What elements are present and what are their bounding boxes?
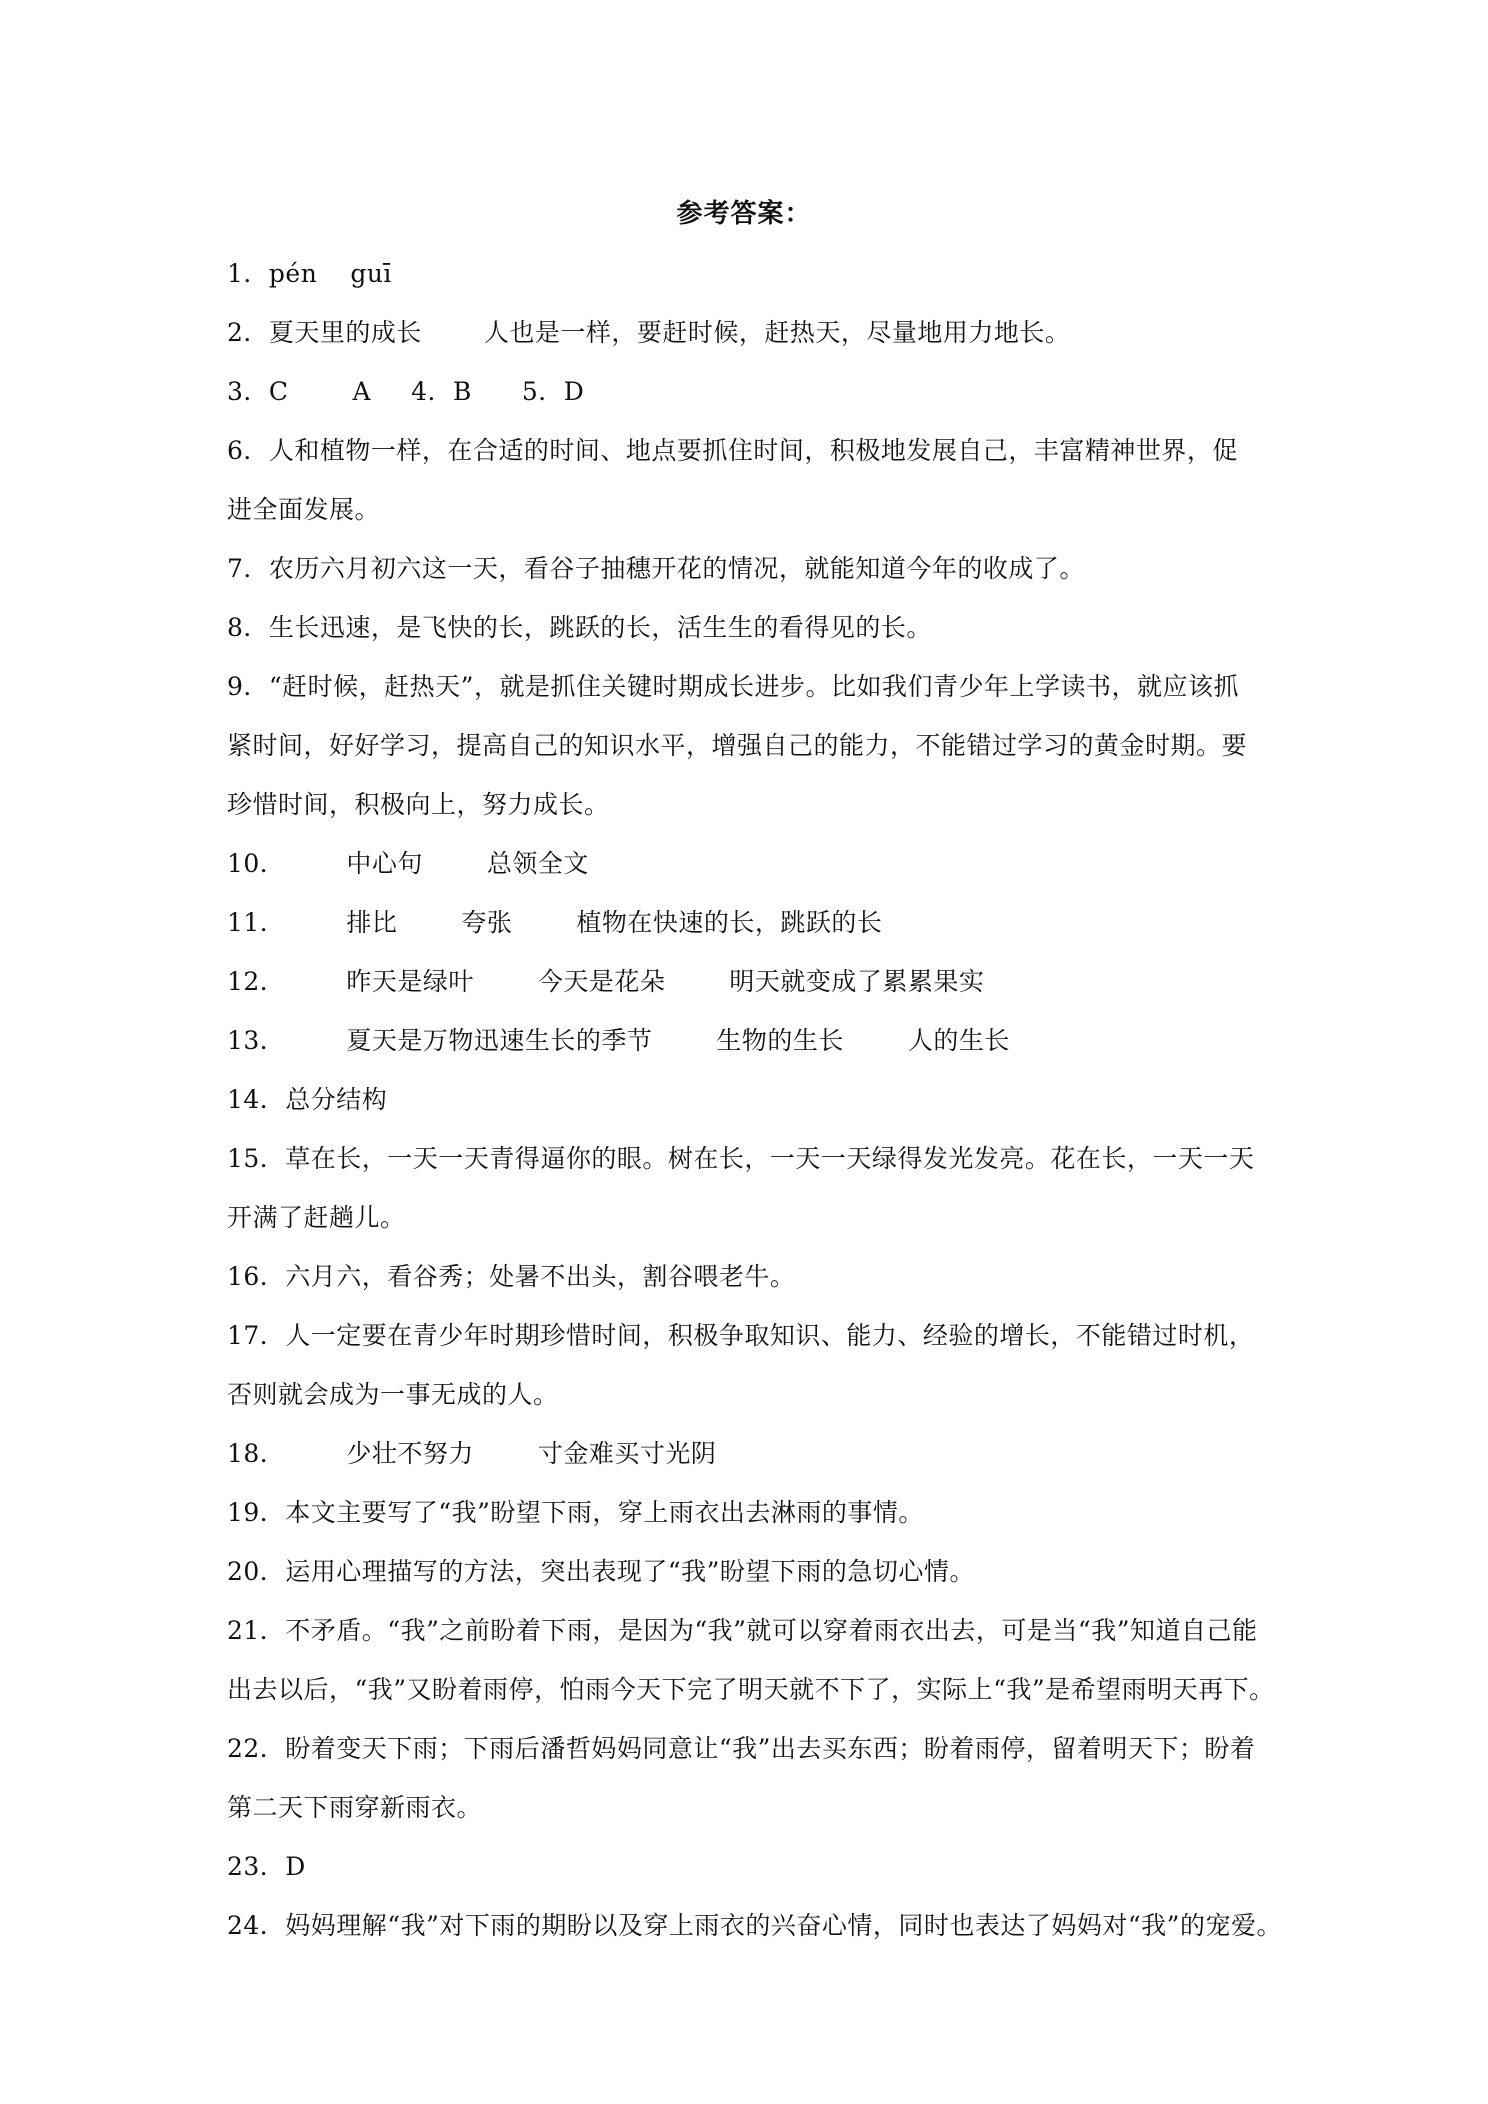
answer-9-line-2: 紧时间，好好学习，提高自己的知识水平，增强自己的能力，不能错过学习的黄金时期。要	[227, 731, 1248, 760]
answer-9-line-1: 9．“赶时候，赶热天”，就是抓住关键时期成长进步。比如我们青少年上学读书，就应该抓	[227, 672, 1239, 701]
answer-14: 14．总分结构	[227, 1085, 388, 1114]
answer-10: 10． 中心句 总领全文	[227, 849, 589, 878]
answer-21-line-1: 21．不矛盾。“我”之前盼着下雨，是因为“我”就可以穿着雨衣出去，可是当“我”知道自己能	[227, 1616, 1258, 1645]
answer-22-line-1: 22．盼着变天下雨；下雨后潘哲妈妈同意让“我”出去买东西；盼着雨停，留着明天下；盼着	[227, 1734, 1256, 1763]
answer-9-line-3: 珍惜时间，积极向上，努力成长。	[227, 790, 610, 819]
answer-11: 11． 排比 夸张 植物在快速的长，跳跃的长	[227, 908, 883, 937]
answer-3: 3．C A 4．B 5．D	[227, 377, 585, 406]
page-title: 参考答案：	[676, 199, 812, 229]
answer-13: 13． 夏天是万物迅速生长的季节 生物的生长 人的生长	[227, 1026, 1010, 1055]
answer-20: 20．运用心理描写的方法，突出表现了“我”盼望下雨的急切心情。	[227, 1557, 975, 1586]
answer-15-line-2: 开满了赶趟儿。	[227, 1203, 406, 1232]
answer-18: 18． 少壮不努力 寸金难买寸光阴	[227, 1439, 717, 1468]
answer-22-line-2: 第二天下雨穿新雨衣。	[227, 1793, 483, 1822]
answer-19: 19．本文主要写了“我”盼望下雨，穿上雨衣出去淋雨的事情。	[227, 1498, 924, 1527]
answer-24: 24．妈妈理解“我”对下雨的期盼以及穿上雨衣的兴奋心情，同时也表达了妈妈对“我”的宠爱。	[227, 1911, 1282, 1940]
answer-6-line-2: 进全面发展。	[227, 495, 381, 524]
answer-12: 12． 昨天是绿叶 今天是花朵 明天就变成了累累果实	[227, 967, 985, 996]
answer-2: 2．夏天里的成长 人也是一样，要赶时候，赶热天，尽量地用力地长。	[227, 318, 1071, 347]
answer-6-line-1: 6．人和植物一样，在合适的时间、地点要抓住时间，积极地发展自己，丰富精神世界，促	[227, 436, 1238, 465]
answer-21-line-2: 出去以后，“我”又盼着雨停，怕雨今天下完了明天就不下了，实际上“我”是希望雨明天再下。	[227, 1675, 1275, 1704]
answer-17-line-1: 17．人一定要在青少年时期珍惜时间，积极争取知识、能力、经验的增长，不能错过时机，	[227, 1321, 1255, 1350]
answer-16: 16．六月六，看谷秀；处暑不出头，割谷喂老牛。	[227, 1262, 796, 1291]
answer-23: 23．D	[227, 1852, 306, 1881]
answer-15-line-1: 15．草在长，一天一天青得逼你的眼。树在长，一天一天绿得发光发亮。花在长，一天一天	[227, 1144, 1255, 1173]
answer-17-line-2: 否则就会成为一事无成的人。	[227, 1380, 559, 1409]
answer-8: 8．生长迅速，是飞快的长，跳跃的长，活生生的看得见的长。	[227, 613, 932, 642]
answer-1: 1．pén guī	[227, 259, 392, 288]
answer-7: 7．农历六月初六这一天，看谷子抽穗开花的情况，就能知道今年的收成了。	[227, 554, 1085, 583]
